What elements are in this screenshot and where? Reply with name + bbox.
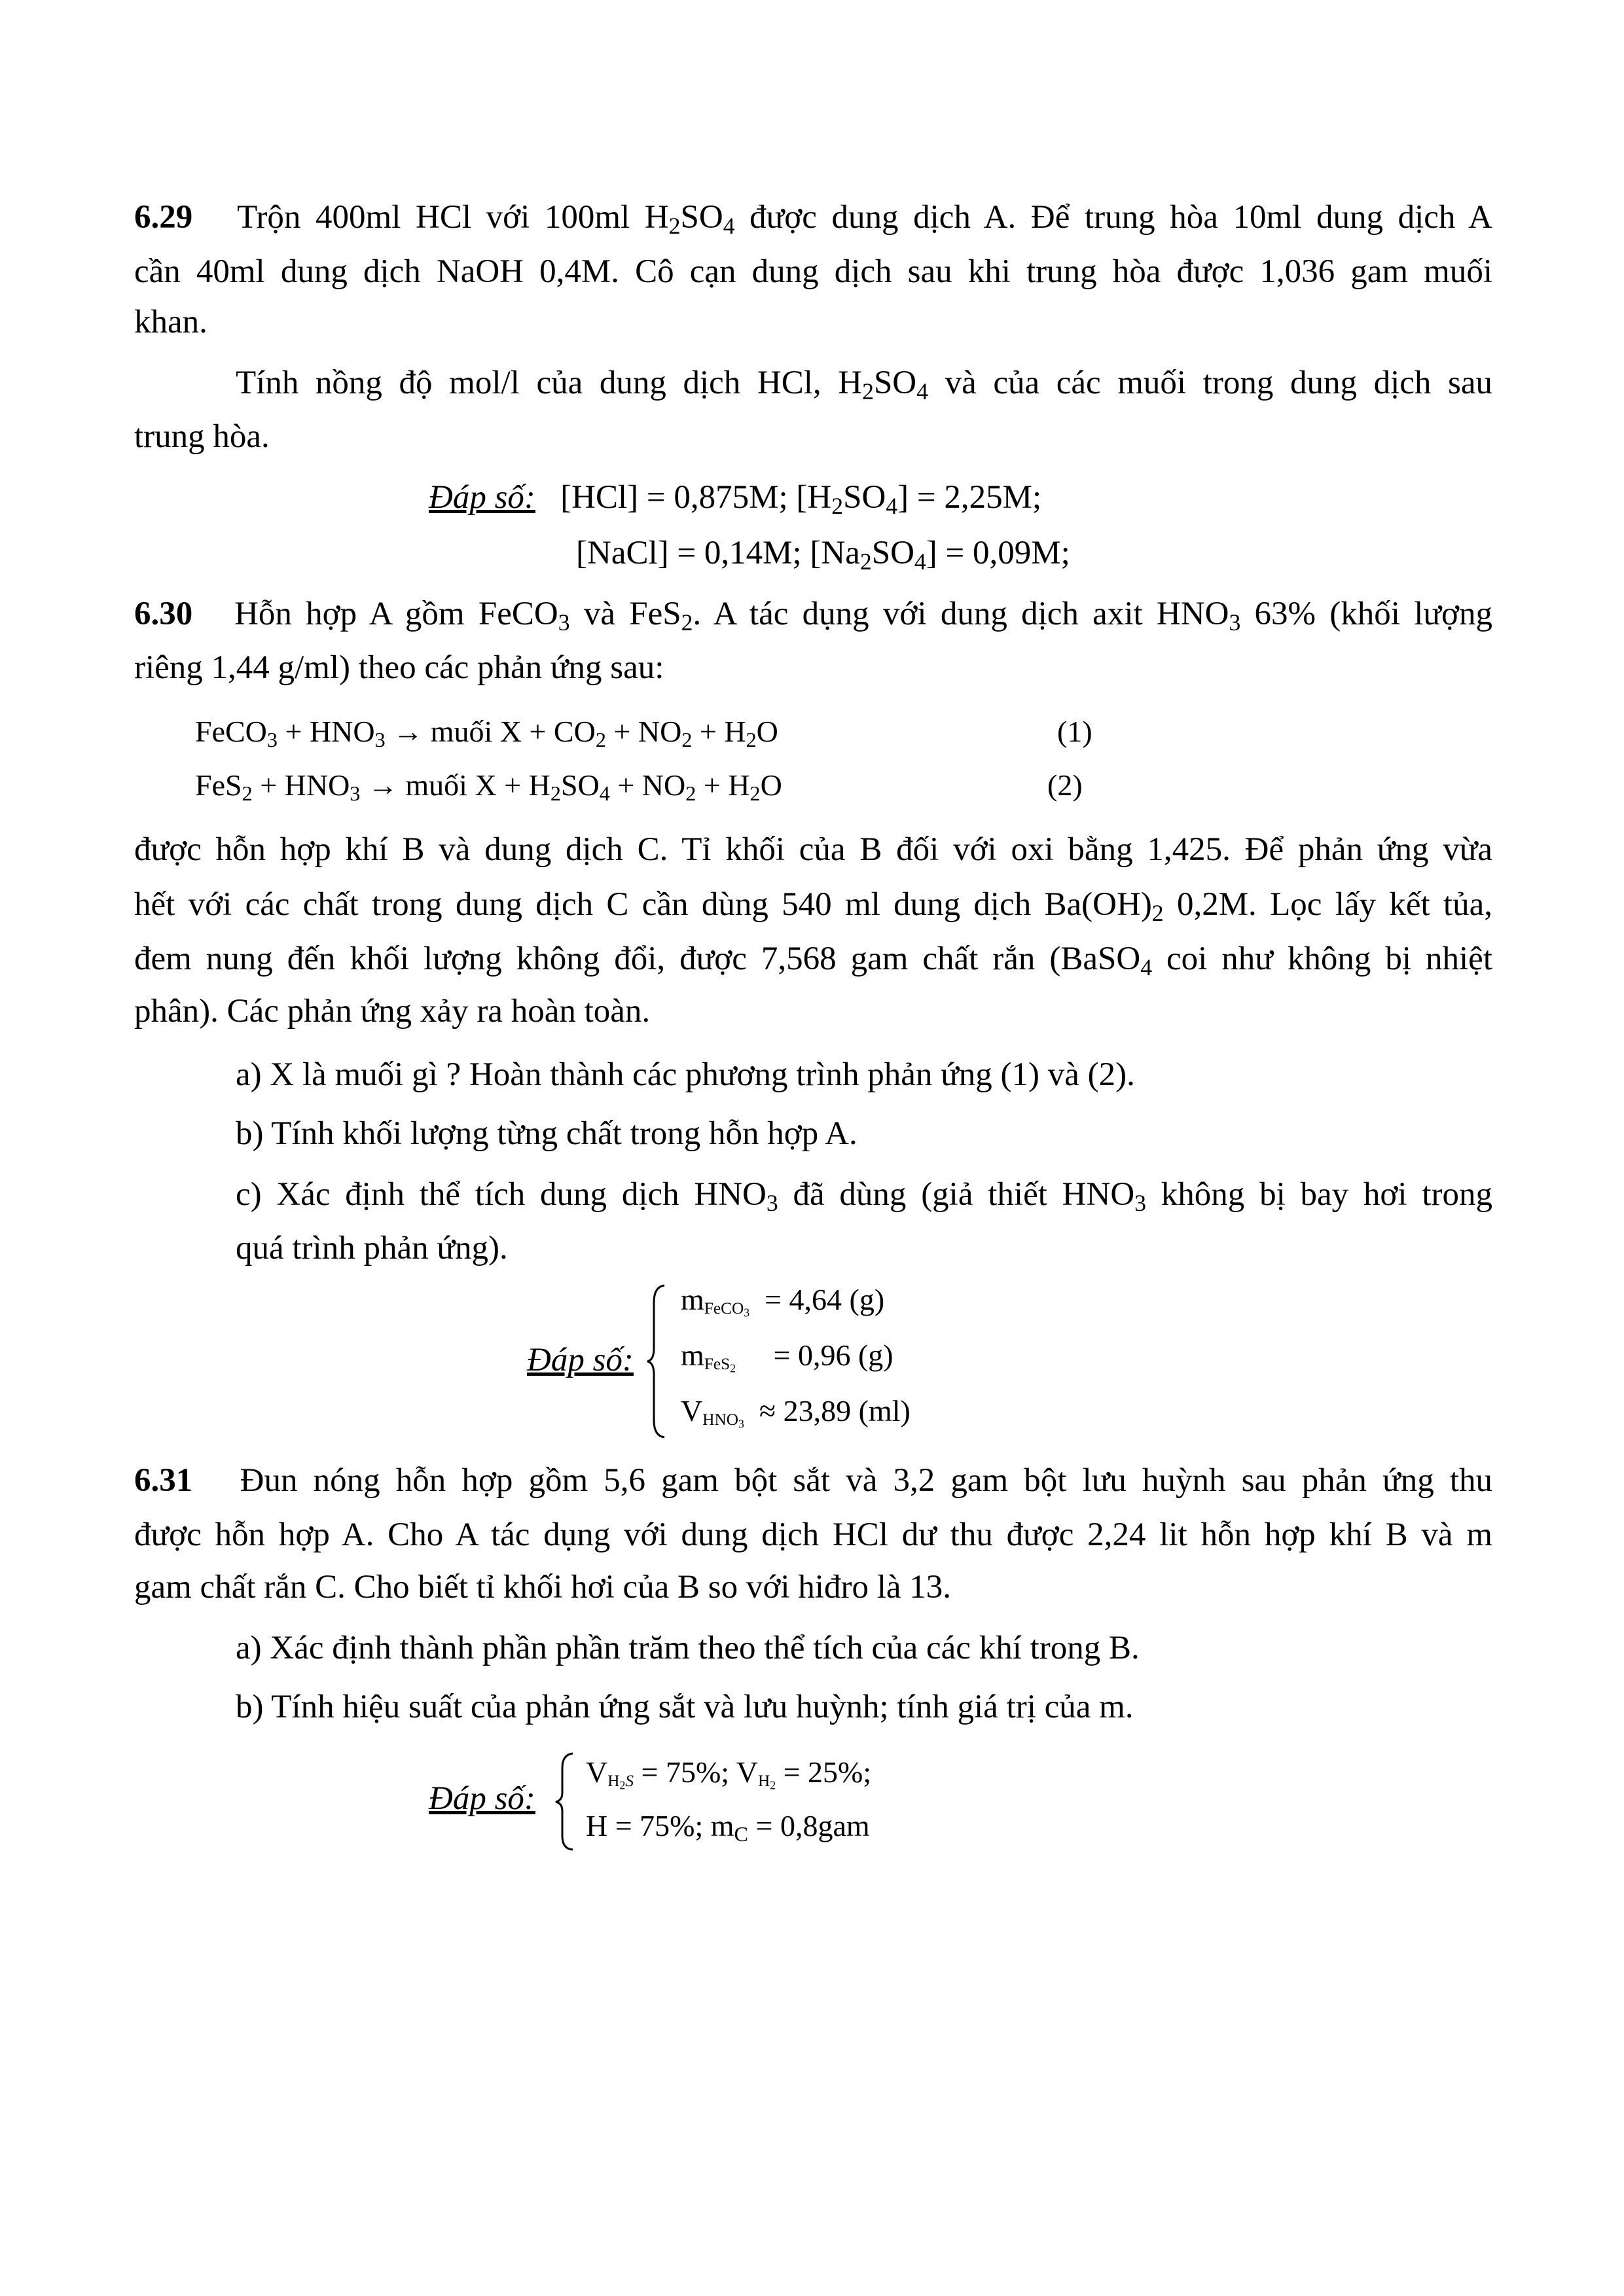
p629-line-5: trung hòa. <box>134 418 270 455</box>
p630-line-2: riêng 1,44 g/ml) theo các phản ứng sau: <box>134 649 664 686</box>
answer-label: Đáp số: <box>429 479 535 516</box>
problem-number-6-30: 6.30 <box>134 596 193 632</box>
p631-question-a: a) Xác định thành phần phần trăm theo thể tích của các khí trong B. <box>236 1630 1140 1666</box>
p630-line-3: được hỗn hợp khí B và dung dịch C. Tỉ khối của B đối với oxi bằng 1,425. Để phản ứng vừa <box>134 831 1492 868</box>
p630-answer-row-3: $V_{HNO_3} \approx 23,89$ (ml) <box>681 1394 911 1431</box>
p630-line-6: phân). Các phản ứng xảy ra hoàn toàn. <box>134 993 651 1030</box>
p629-answer-line-1: Đáp số: [HCl] = 0,875M; $[H_2SO_4] = 2,25M$; <box>429 479 1042 519</box>
equation-1-number: (1) <box>1057 715 1092 748</box>
p631-answer-label: Đáp số: <box>429 1780 535 1817</box>
p629-line-2: cần 40ml dung dịch NaOH 0,4M. Cô cạn dung dịch sau khi trung hòa được 1,036 gam muối <box>134 253 1492 290</box>
p630-line-4: hết với các chất trong dung dịch C cần dùng 540 ml dung dịch $Ba(OH)_2$ 0,2M. Lọc lấy kết tủa, <box>134 886 1492 926</box>
equation-2: $FeS_2 + HNO_3$ → muối $X + H_2SO_4 + NO_2 + H_2O$ <box>195 768 782 806</box>
p630-question-c-line-1: c) Xác định thể tích dung dịch $HNO_3$ đã dùng (giả thiết $HNO_3$ không bị bay hơi trong <box>236 1176 1492 1216</box>
equation-1: FeCO$_3$ + $HNO_3$ → muối $X + CO_2 + NO_2 + H_2O$ <box>195 715 778 752</box>
equation-2-number: (2) <box>1047 768 1083 802</box>
p630-question-a: a) X là muối gì ? Hoàn thành các phương trình phản ứng (1) và (2). <box>236 1056 1135 1093</box>
p629-answer-line-2: [NaCl] = 0,14M; $[Na_2SO_4] = 0,09M$; <box>576 535 1070 575</box>
problem-number-6-29: 6.29 <box>134 199 193 236</box>
p630-answer-label: Đáp số: <box>527 1342 634 1378</box>
p630-answer-row-2: $m_{FeS_2}$ = 0,96 (g) <box>681 1338 893 1375</box>
p630-question-c-line-2: quá trình phản ứng). <box>236 1230 508 1266</box>
p630-question-b: b) Tính khối lượng từng chất trong hỗn hợp A. <box>236 1115 857 1152</box>
p631-answer-row-1: $V_{H_2S} = 75\%$; $V_{H_2} = 25\%$; <box>586 1755 872 1792</box>
p630-line-1: 6.30 Hỗn hợp A gồm FeCO$_3$ và FeS$_2$. A tác dụng với dung dịch axit $HNO_3$ 63% (khối lượng <box>134 596 1493 636</box>
p631-line-2: được hỗn hợp A. Cho A tác dụng với dung dịch HCl dư thu được 2,24 lit hỗn hợp khí B và m <box>134 1516 1492 1553</box>
p629-line-4: Tính nồng độ mol/l của dung dịch HCl, $H_2SO_4$ và của các muối trong dung dịch sau <box>236 365 1492 404</box>
p629-line-3: khan. <box>134 304 208 340</box>
left-brace-icon <box>645 1283 671 1440</box>
p631-line-1: 6.31 Đun nóng hỗn hợp gồm 5,6 gam bột sắt và 3,2 gam bột lưu huỳnh sau phản ứng thu <box>134 1462 1493 1499</box>
p631-question-b: b) Tính hiệu suất của phản ứng sắt và lưu huỳnh; tính giá trị của m. <box>236 1689 1134 1725</box>
p631-line-3: gam chất rắn C. Cho biết tỉ khối hơi của B so với hiđro là 13. <box>134 1569 952 1605</box>
p629-line-1: 6.29 Trộn 400ml HCl với 100ml $H_2SO_4$ được dung dịch A. Để trung hòa 10ml dung dịch A <box>134 199 1492 239</box>
p630-line-5: đem nung đến khối lượng không đổi, được 7,568 gam chất rắn (BaSO$_4$ coi như không bị nhiệt <box>134 941 1492 980</box>
p630-answer-row-1: $m_{FeCO_3} = 4,64$ (g) <box>681 1283 885 1319</box>
left-brace-icon <box>553 1751 579 1852</box>
problem-number-6-31: 6.31 <box>134 1462 193 1499</box>
p631-answer-row-2: H = 75%; $m_C = 0,8gam$ <box>586 1809 870 1846</box>
